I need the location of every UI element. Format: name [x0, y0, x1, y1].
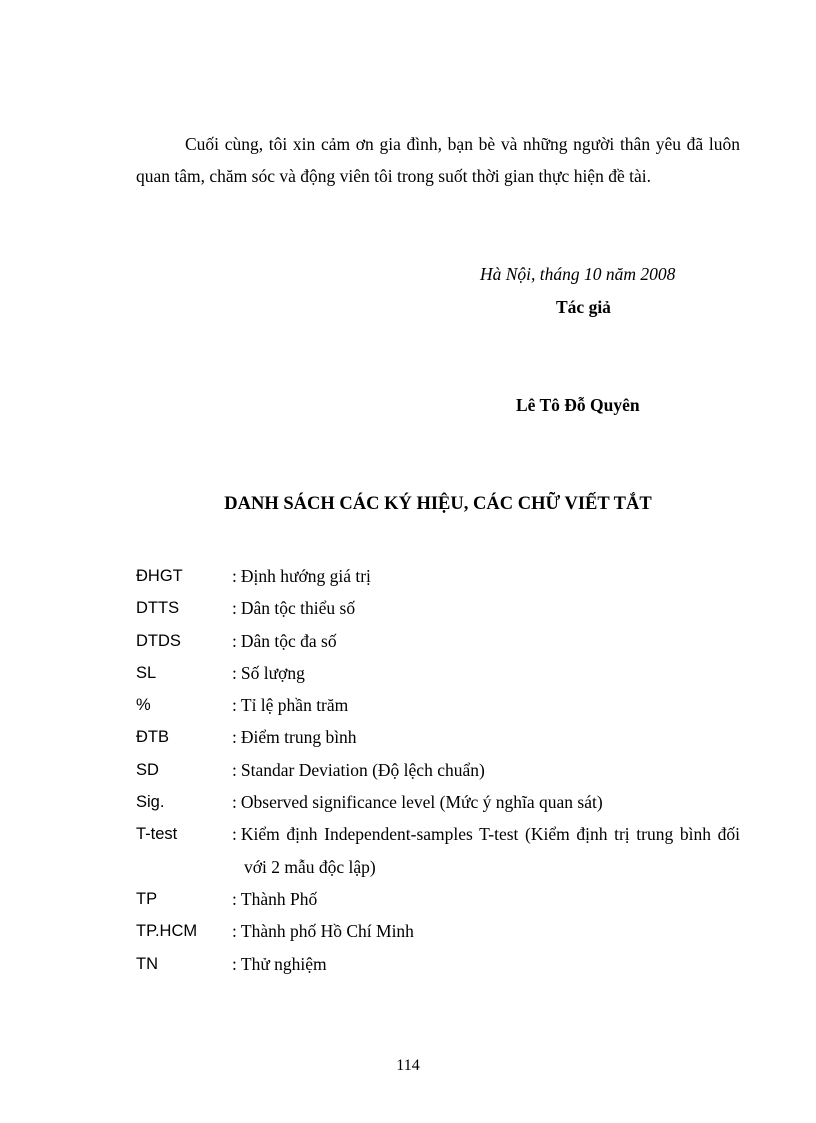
separator-colon: : — [232, 953, 237, 974]
separator-colon: : — [232, 727, 237, 748]
abbreviation-definition — [232, 883, 740, 915]
separator-colon: : — [232, 566, 237, 586]
abbreviation-definition — [232, 625, 740, 657]
abbreviation-row — [136, 625, 740, 657]
abbreviation-list — [136, 560, 740, 980]
definition-text: Kiểm định Independent-samples T-test (Kiểm định trị trung bình đối với 2 mẫu độc lập) — [240, 824, 740, 877]
definition-text: Observed significance level (Mức ý nghĩa quan sát) — [240, 792, 603, 813]
abbreviation-definition — [232, 754, 740, 786]
abbreviation-term: TN — [136, 954, 158, 973]
separator-colon: : — [232, 662, 237, 683]
abbreviation-term: ĐTB — [136, 728, 169, 747]
definition-text: Standar Deviation (Độ lệch chuẩn) — [240, 759, 485, 780]
definition-text: Điểm trung bình — [240, 727, 357, 748]
definition-text: Tỉ lệ phần trăm — [240, 695, 349, 716]
abbreviation-row — [136, 948, 740, 980]
abbreviation-definition — [232, 948, 740, 980]
abbreviation-definition — [232, 560, 740, 592]
abbreviation-definition — [232, 786, 740, 818]
separator-colon: : — [232, 695, 237, 716]
abbreviations-heading: DANH SÁCH CÁC KÝ HIỆU, CÁC CHỮ VIẾT TẮT — [224, 494, 652, 514]
author-role: Tác giả — [556, 297, 611, 317]
definition-text: Thử nghiệm — [240, 953, 327, 974]
abbreviation-term: TP.HCM — [136, 922, 198, 941]
separator-colon: : — [232, 921, 237, 942]
abbreviation-row — [136, 786, 740, 818]
abbreviation-row — [136, 721, 740, 753]
definition-text: Dân tộc đa số — [240, 630, 337, 651]
abbreviation-term: SD — [136, 760, 159, 779]
abbreviation-term: SL — [136, 663, 157, 682]
separator-colon: : — [232, 824, 237, 845]
abbreviation-row — [136, 754, 740, 786]
separator-colon: : — [232, 888, 237, 909]
definition-text: Định hướng giá trị — [240, 566, 371, 586]
separator-colon: : — [232, 792, 237, 813]
page-number: 114 — [396, 1057, 420, 1074]
author-name: Lê Tô Đỗ Quyên — [516, 395, 640, 415]
acknowledgement-paragraph: Cuối cùng, tôi xin cảm ơn gia đình, bạn bè và những người thân yêu đã luôn quan tâm, chăm sóc và động viên tôi trong suốt thời gian thực hiện đề tài. — [136, 134, 740, 186]
abbreviation-term: DTDS — [136, 631, 181, 650]
abbreviation-row — [136, 560, 740, 592]
abbreviation-term: Sig. — [136, 793, 165, 812]
abbreviation-definition — [232, 818, 740, 883]
abbreviation-row — [136, 657, 740, 689]
abbreviation-term: TP — [136, 889, 158, 908]
separator-colon: : — [232, 759, 237, 780]
abbreviation-row — [136, 689, 740, 721]
abbreviation-row — [136, 592, 740, 624]
abbreviation-term: % — [136, 696, 151, 715]
definition-text: Dân tộc thiểu số — [240, 598, 356, 619]
abbreviation-term: ĐHGT — [136, 567, 183, 585]
abbreviation-definition — [232, 657, 740, 689]
abbreviation-definition — [232, 592, 740, 624]
abbreviation-term: T-test — [136, 825, 178, 844]
definition-text: Thành phố Hồ Chí Minh — [240, 921, 414, 942]
abbreviation-definition — [232, 915, 740, 947]
abbreviation-term: DTTS — [136, 599, 180, 618]
abbreviation-row — [136, 915, 740, 947]
abbreviation-definition — [232, 721, 740, 753]
separator-colon: : — [232, 630, 237, 651]
place-date: Hà Nội, tháng 10 năm 2008 — [480, 264, 676, 284]
abbreviation-row — [136, 818, 740, 883]
definition-text: Thành Phố — [240, 888, 318, 909]
abbreviation-row — [136, 883, 740, 915]
separator-colon: : — [232, 598, 237, 619]
abbreviation-definition — [232, 689, 740, 721]
definition-text: Số lượng — [240, 662, 305, 683]
